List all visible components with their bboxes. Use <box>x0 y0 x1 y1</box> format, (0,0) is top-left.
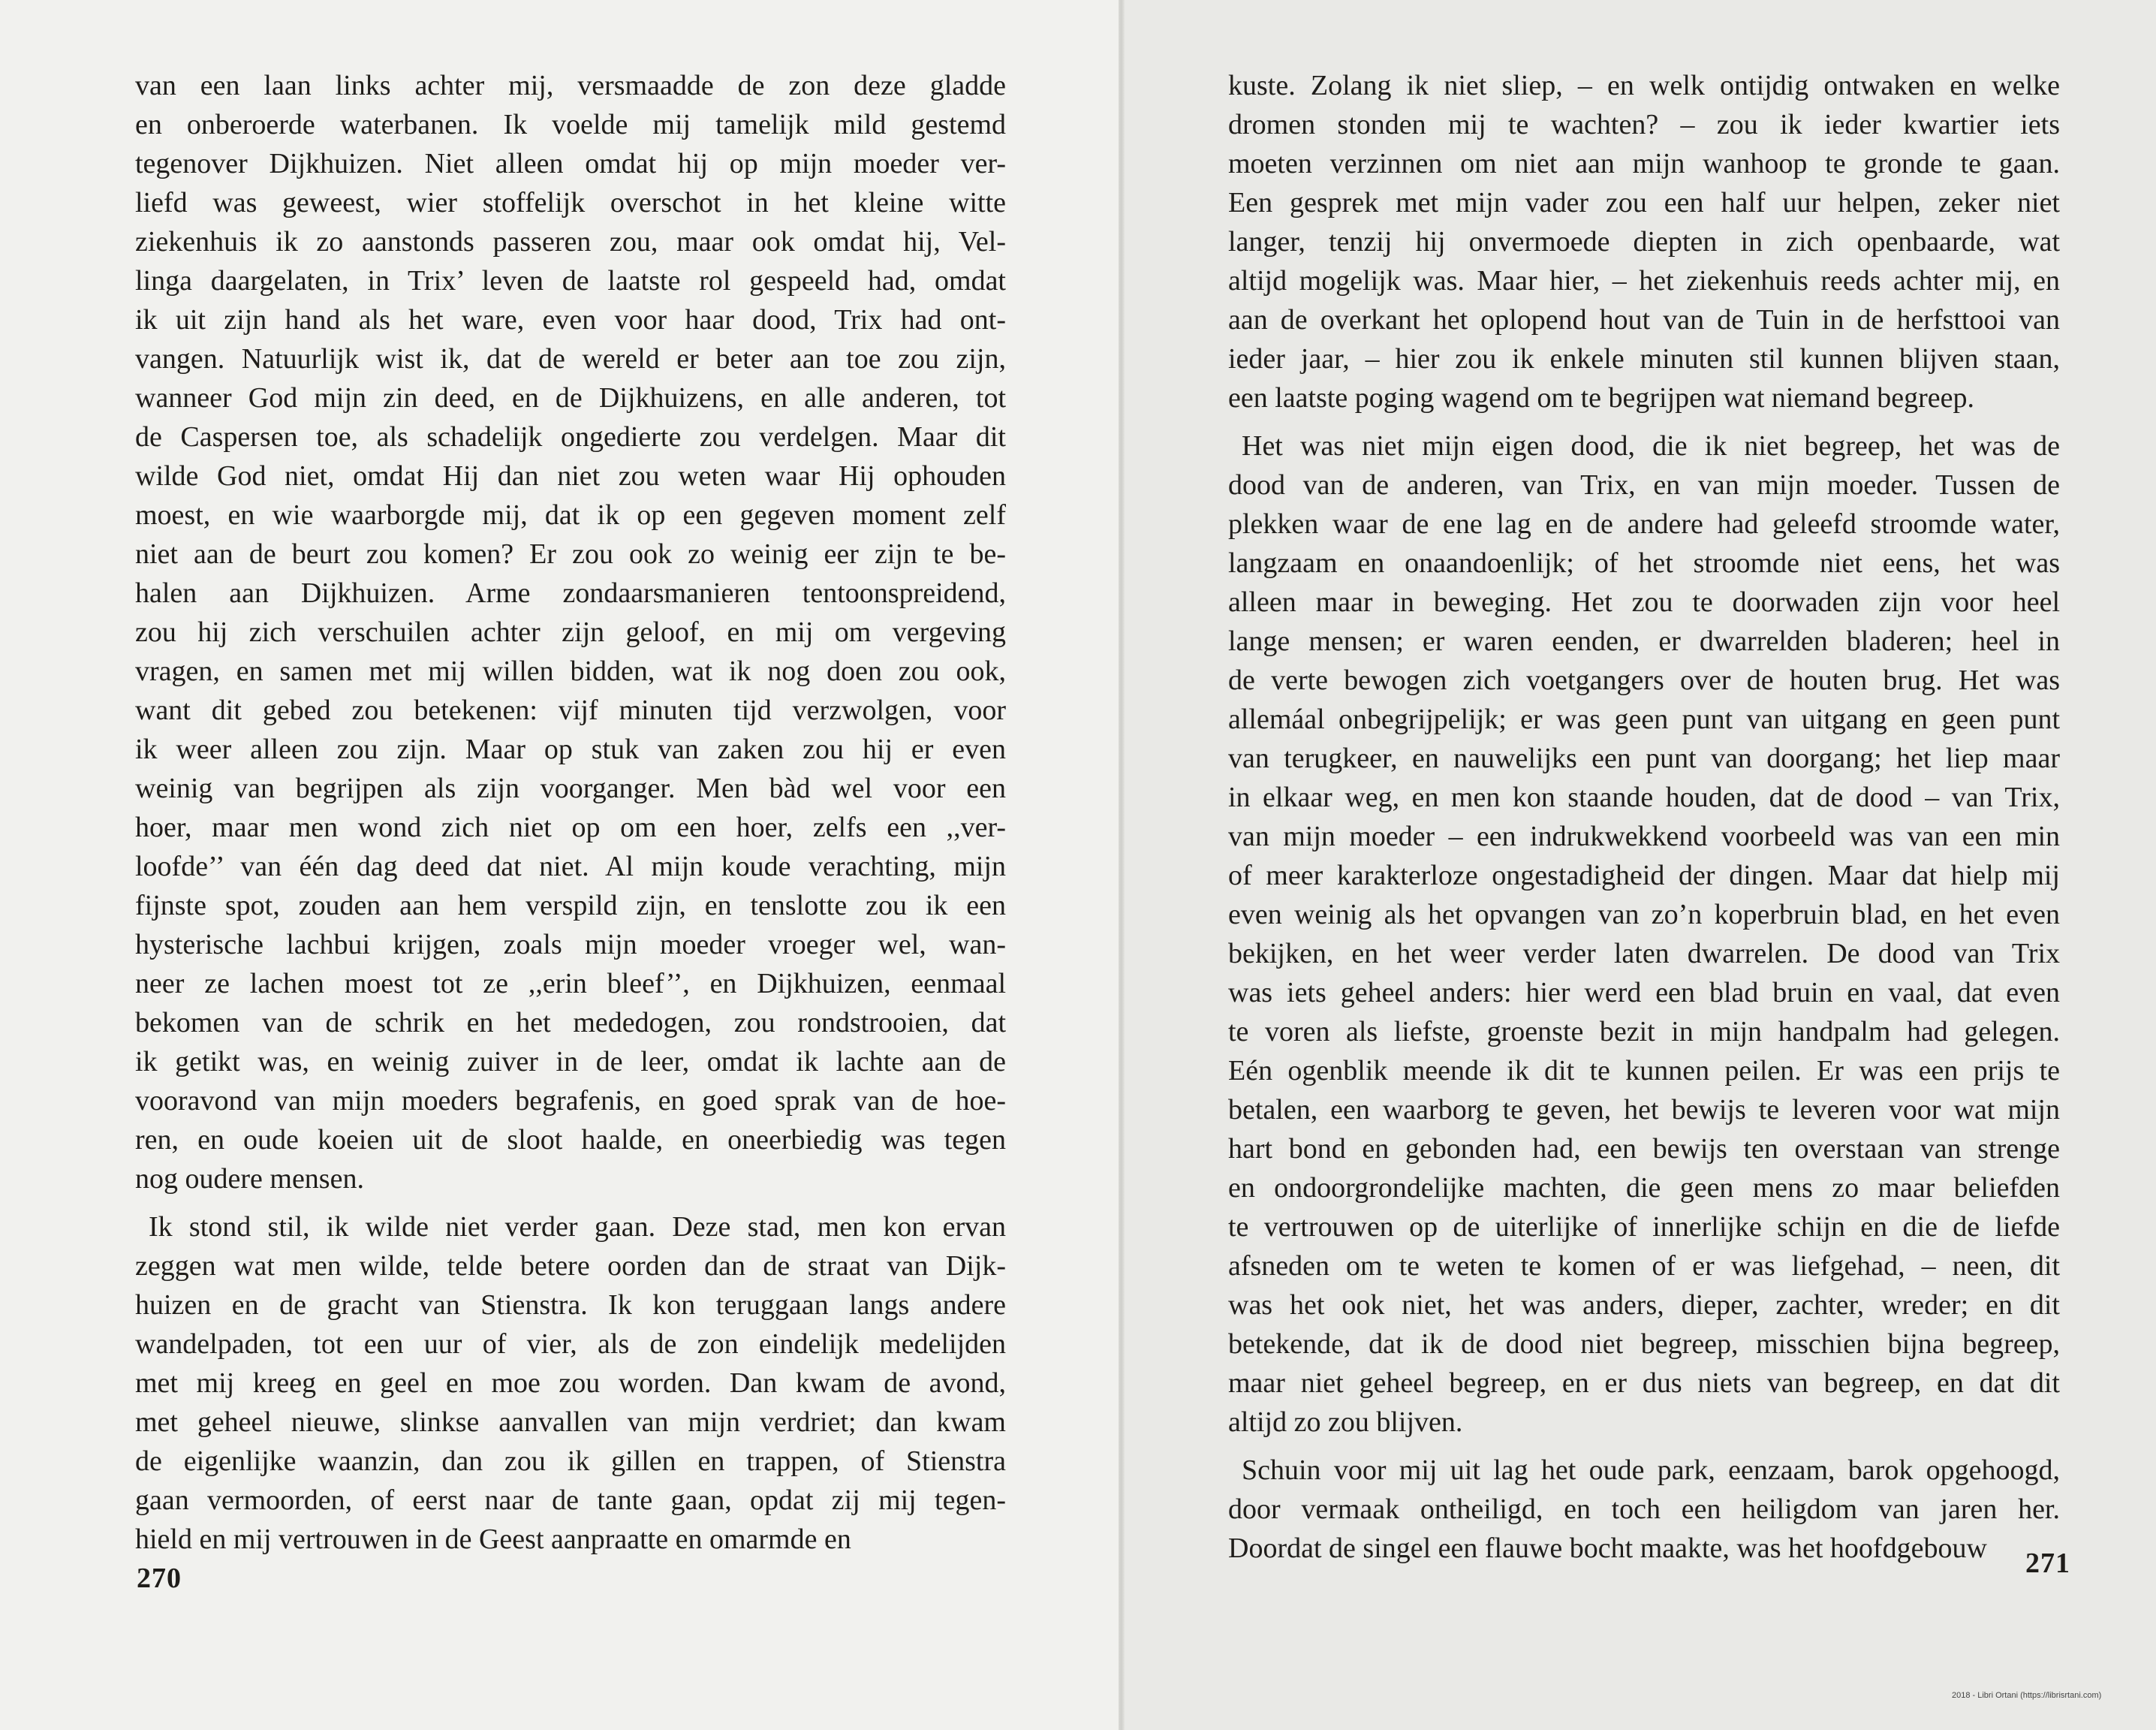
text-line: met geheel nieuwe, slinkse aanvallen van mijn verdriet; dan kwam <box>135 1406 1006 1438</box>
text-line: wandelpaden, tot een uur of vier, als de zon eindelijk medelijden <box>135 1328 1006 1360</box>
text-line: betekende, dat ik de dood niet begreep, misschien bijna begreep, <box>1228 1328 2060 1360</box>
paragraph <box>1228 426 2060 1442</box>
text-line: kuste. Zolang ik niet sliep, – en welk ontijdig ontwaken en welke <box>1228 70 2060 101</box>
text-line: loofde’’ van één dag deed dat niet. Al mijn koude verachting, mijn <box>135 851 1006 882</box>
text-line: linga daargelaten, in Trix’ leven de laatste rol gespeeld had, omdat <box>135 265 1006 297</box>
paragraph <box>135 1207 1006 1559</box>
text-line: niet aan de beurt zou komen? Er zou ook zo weinig eer zijn te be- <box>135 538 1006 570</box>
text-line: ziekenhuis ik zo aanstonds passeren zou, maar ook omdat hij, Vel- <box>135 226 1006 258</box>
page-number-right: 271 <box>2025 1548 2070 1579</box>
paragraph-gap <box>1228 1442 2060 1451</box>
text-line: door vermaak ontheiligd, en toch een heiligdom van jaren her. <box>1228 1493 2060 1525</box>
text-line: dromen stonden mij te wachten? – zou ik ieder kwartier iets <box>1228 109 2060 140</box>
text-line: hart bond en gebonden had, een bewijs ten overstaan van strenge <box>1228 1133 2060 1165</box>
text-line: nog oudere mensen. <box>135 1163 364 1195</box>
text-line: aan de overkant het oplopend hout van de Tuin in de herfsttooi van <box>1228 304 2060 336</box>
text-line: ieder jaar, – hier zou ik enkele minuten stil kunnen blijven staan, <box>1228 343 2060 375</box>
text-line: Een gesprek met mijn vader zou een half uur helpen, zeker niet <box>1228 187 2060 219</box>
text-line: want dit gebed zou betekenen: vijf minuten tijd verzwolgen, voor <box>135 695 1006 726</box>
text-line: weinig van begrijpen als zijn voorganger. Men bàd wel voor een <box>135 773 1006 804</box>
text-line: van mijn moeder – een indrukwekkend voorbeeld was van een min <box>1228 821 2060 852</box>
text-line: altijd zo zou blijven. <box>1228 1406 1463 1438</box>
text-line: vragen, en samen met mij willen bidden, wat ik nog doen zou ook, <box>135 656 1006 687</box>
text-line: vangen. Natuurlijk wist ik, dat de wereld er beter aan toe zou zijn, <box>135 343 1006 375</box>
text-line: gaan vermoorden, of eerst naar de tante gaan, opdat zij mij tegen- <box>135 1484 1006 1516</box>
text-line: en onberoerde waterbanen. Ik voelde mij tamelijk mild gestemd <box>135 109 1006 140</box>
text-line: vooravond van mijn moeders begrafenis, en goed sprak van de hoe- <box>135 1085 1006 1117</box>
right-page <box>1125 0 2156 1730</box>
text-line: te voren als liefste, groenste bezit in mijn handpalm had gelegen. <box>1228 1016 2060 1047</box>
text-line: zeggen wat men wilde, telde betere oorden dan de straat van Dijk- <box>135 1250 1006 1282</box>
text-line: ik uit zijn hand als het ware, even voor haar dood, Trix had ont- <box>135 304 1006 336</box>
text-line: langzaam en onaandoenlijk; of het stroomde niet eens, het was <box>1228 547 2060 579</box>
text-line: bekomen van de schrik en het mededogen, zou rondstrooien, dat <box>135 1007 1006 1038</box>
text-line: Het was niet mijn eigen dood, die ik niet begreep, het was de <box>1242 430 2060 462</box>
text-line: moest, en wie waarborgde mij, dat ik op een gegeven moment zelf <box>135 499 1006 531</box>
paragraph <box>1228 1451 2060 1568</box>
text-line: Doordat de singel een flauwe bocht maakte, was het hoofdgebouw <box>1228 1533 1987 1564</box>
text-line: was het ook niet, het was anders, dieper, zachter, wreder; en dit <box>1228 1289 2060 1321</box>
text-line: halen aan Dijkhuizen. Arme zondaarsmanieren tentoonspreidend, <box>135 577 1006 609</box>
text-line: langer, tenzij hij onvermoede diepten in zich openbaarde, wat <box>1228 226 2060 258</box>
text-line: altijd mogelijk was. Maar hier, – het ziekenhuis reeds achter mij, en <box>1228 265 2060 297</box>
text-line: hoer, maar men wond zich niet op om een hoer, zelfs een ,,ver- <box>135 812 1006 843</box>
text-line: een laatste poging wagend om te begrijpen wat niemand begreep. <box>1228 382 1974 414</box>
page-number-left: 270 <box>137 1563 182 1594</box>
paragraph-gap <box>135 1198 1006 1207</box>
text-line: ik weer alleen zou zijn. Maar op stuk van zaken zou hij er even <box>135 734 1006 765</box>
book-gutter <box>1119 0 1125 1730</box>
text-line: de eigenlijke waanzin, dan zou ik gillen en trappen, of Stienstra <box>135 1445 1006 1477</box>
text-line: te vertrouwen op de uiterlijke of innerlijke schijn en die de liefde <box>1228 1211 2060 1243</box>
text-line: was iets geheel anders: hier werd een blad bruin en vaal, dat even <box>1228 977 2060 1008</box>
text-line: liefd was geweest, wier stoffelijk overschot in het kleine witte <box>135 187 1006 219</box>
text-line: Schuin voor mij uit lag het oude park, eenzaam, barok opgehoogd, <box>1242 1454 2060 1486</box>
text-line: moeten verzinnen om niet aan mijn wanhoop te gronde te gaan. <box>1228 148 2060 179</box>
text-line: hield en mij vertrouwen in de Geest aanpraatte en omarmde en <box>135 1524 851 1555</box>
text-line: plekken waar de ene lag en de andere had geleefd stroomde water, <box>1228 508 2060 540</box>
text-line: allemáal onbegrijpelijk; er was geen punt van uitgang en geen punt <box>1228 704 2060 735</box>
text-line: tegenover Dijkhuizen. Niet alleen omdat hij op mijn moeder ver- <box>135 148 1006 179</box>
text-line: dood van de anderen, van Trix, en van mijn moeder. Tussen de <box>1228 469 2060 501</box>
text-line: Eén ogenblik meende ik dit te kunnen peilen. Er was een prijs te <box>1228 1055 2060 1087</box>
paragraph <box>1228 66 2060 417</box>
text-line: in elkaar weg, en men kon staande houden, dat de dood – van Trix, <box>1228 782 2060 813</box>
text-line: hysterische lachbui krijgen, zoals mijn moeder vroeger wel, wan- <box>135 929 1006 960</box>
scan-credit: 2018 - Libri Ortani (https://librisrtani.com) <box>1952 1691 2102 1700</box>
text-line: alleen maar in beweging. Het zou te doorwaden zijn voor heel <box>1228 586 2060 618</box>
text-line: wilde God niet, omdat Hij dan niet zou weten waar Hij ophouden <box>135 460 1006 492</box>
paragraph-gap <box>1228 417 2060 426</box>
text-line: maar niet geheel begreep, en er dus niets van begreep, en dat dit <box>1228 1367 2060 1399</box>
text-line: of meer karakterloze ongestadigheid der dingen. Maar dat hielp mij <box>1228 860 2060 891</box>
text-line: bekijken, en het weer verder laten dwarrelen. De dood van Trix <box>1228 938 2060 969</box>
text-line: met mij kreeg en geel en moe zou worden. Dan kwam de avond, <box>135 1367 1006 1399</box>
text-line: Ik stond stil, ik wilde niet verder gaan. Deze stad, men kon ervan <box>149 1211 1006 1243</box>
left-page-text <box>135 66 1006 1559</box>
text-line: betalen, een waarborg te geven, het bewijs te leveren voor wat mijn <box>1228 1094 2060 1126</box>
text-line: ren, en oude koeien uit de sloot haalde, en oneerbiedig was tegen <box>135 1124 1006 1156</box>
text-line: ik getikt was, en weinig zuiver in de leer, omdat ik lachte aan de <box>135 1046 1006 1077</box>
text-line: fijnste spot, zouden aan hem verspild zijn, en tenslotte zou ik een <box>135 890 1006 921</box>
text-line: even weinig als het opvangen van zo’n koperbruin blad, en het even <box>1228 899 2060 930</box>
right-page-text <box>1228 66 2060 1568</box>
text-line: en ondoorgrondelijke machten, die geen mens zo maar beliefden <box>1228 1172 2060 1204</box>
text-line: de verte bewogen zich voetgangers over de houten brug. Het was <box>1228 665 2060 696</box>
text-line: neer ze lachen moest tot ze ,,erin bleef’’, en Dijkhuizen, eenmaal <box>135 968 1006 999</box>
paragraph <box>135 66 1006 1198</box>
text-line: wanneer God mijn zin deed, en de Dijkhuizens, en alle anderen, tot <box>135 382 1006 414</box>
text-line: de Caspersen toe, als schadelijk ongedierte zou verdelgen. Maar dit <box>135 421 1006 453</box>
text-line: huizen en de gracht van Stienstra. Ik kon teruggaan langs andere <box>135 1289 1006 1321</box>
text-line: afsneden om te weten te komen of er was liefgehad, – neen, dit <box>1228 1250 2060 1282</box>
text-line: van terugkeer, en nauwelijks een punt van doorgang; het liep maar <box>1228 743 2060 774</box>
text-line: van een laan links achter mij, versmaadde de zon deze gladde <box>135 70 1006 101</box>
text-line: zou hij zich verschuilen achter zijn geloof, en mij om vergeving <box>135 616 1006 648</box>
text-line: lange mensen; er waren eenden, er dwarrelden bladeren; heel in <box>1228 625 2060 657</box>
